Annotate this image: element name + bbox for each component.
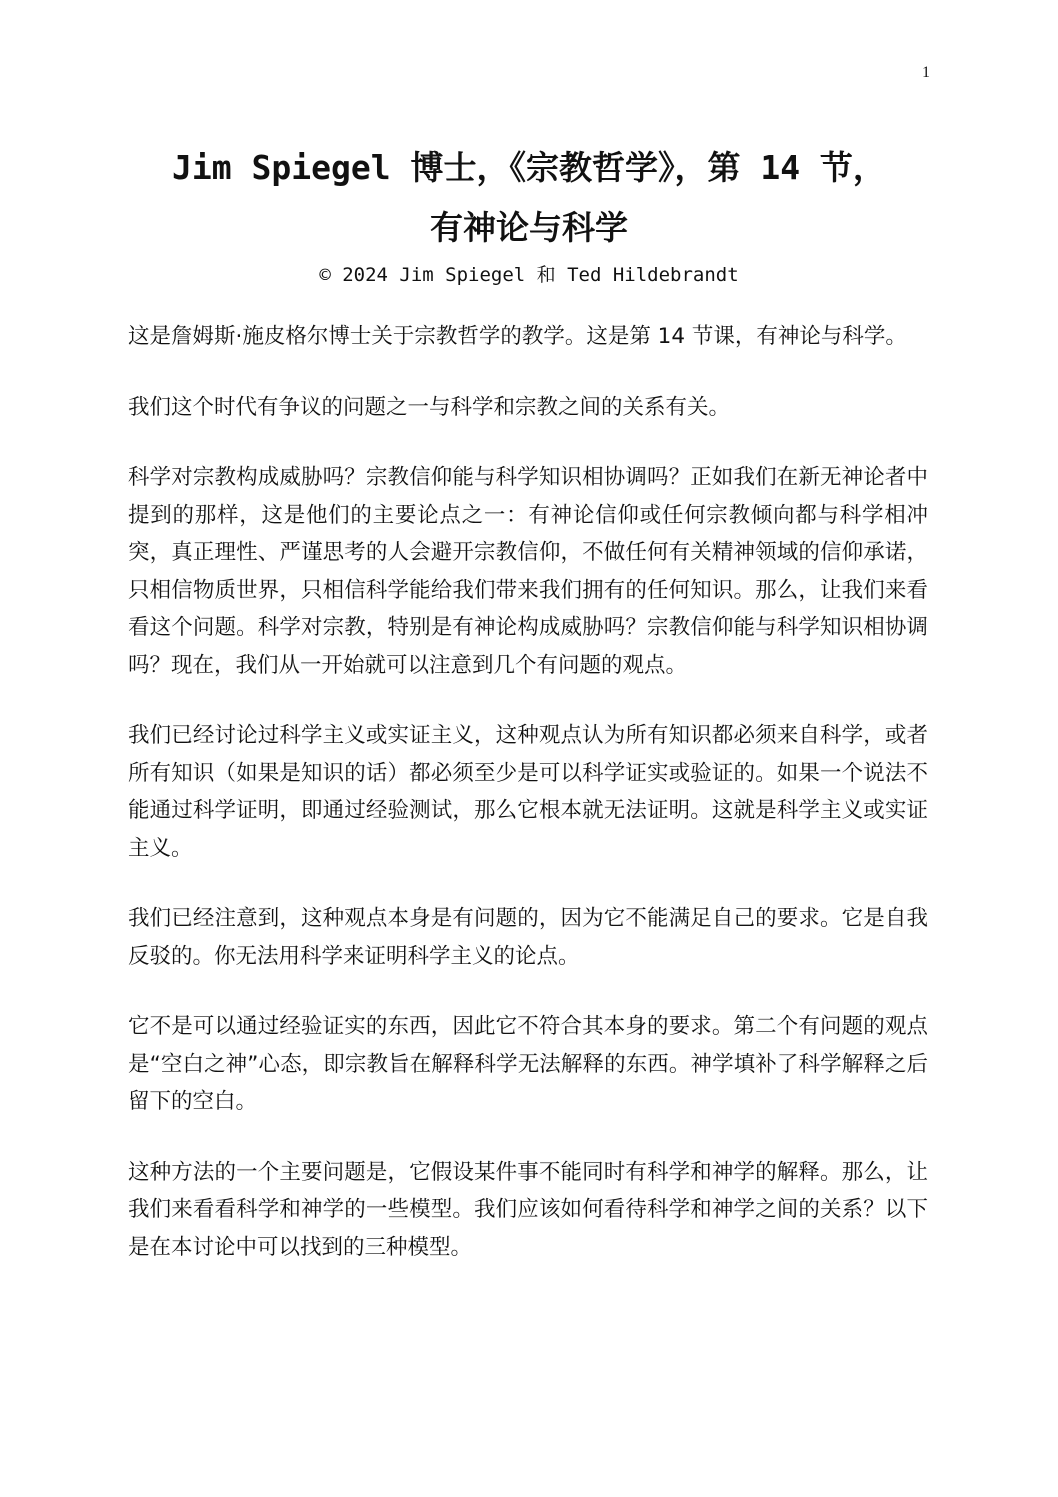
- paragraph-1: 这是詹姆斯·施皮格尔博士关于宗教哲学的教学。这是第 14 节课，有神论与科学。: [128, 324, 907, 349]
- paragraph-5: 我们已经注意到，这种观点本身是有问题的，因为它不能满足自己的要求。它是自我反驳的。你无法用科学来证明科学主义的论点。: [128, 906, 928, 969]
- paragraph-3: 科学对宗教构成威胁吗？宗教信仰能与科学知识相协调吗？正如我们在新无神论者中提到的那样，这是他们的主要论点之一：有神论信仰或任何宗教倾向都与科学相冲突，真正理性、严谨思考的人会避开宗教信仰，不做任何有关精神领域的信仰承诺，只相信物质世界，只相信科学能给我们带来我们拥有的任何知识。那么，让我们来看看这个问题。科学对宗教，特别是有神论构成威胁吗？宗教信仰能与科学知识相协调吗？现在，我们从一开始就可以注意到几个有问题的观点。: [128, 465, 928, 678]
- title-line-2: 有神论与科学: [430, 208, 628, 247]
- title-line-1: Jim Spiegel 博士，《宗教哲学》，第 14 节，: [172, 148, 886, 187]
- document-title: [90, 138, 968, 258]
- paragraph-4: 我们已经讨论过科学主义或实证主义，这种观点认为所有知识都必须来自科学，或者所有知识（如果是知识的话）都必须至少是可以科学证实或验证的。如果一个说法不能通过科学证明，即通过经验测试，那么它根本就无法证明。这就是科学主义或实证主义。: [128, 723, 928, 861]
- page-number: 1: [922, 64, 930, 81]
- paragraph-7: 这种方法的一个主要问题是，它假设某件事不能同时有科学和神学的解释。那么，让我们来看看科学和神学的一些模型。我们应该如何看待科学和神学之间的关系？以下是在本讨论中可以找到的三种模型。: [128, 1159, 928, 1260]
- paragraph-6: 它不是可以通过经验证实的东西，因此它不符合其本身的要求。第二个有问题的观点是“空白之神”心态，即宗教旨在解释科学无法解释的东西。神学填补了科学解释之后留下的空白。: [128, 1014, 928, 1114]
- document-body: [128, 318, 928, 1299]
- copyright-line: © 2024 Jim Spiegel 和 Ted Hildebrandt: [319, 264, 739, 286]
- paragraph-2: 我们这个时代有争议的问题之一与科学和宗教之间的关系有关。: [128, 394, 731, 420]
